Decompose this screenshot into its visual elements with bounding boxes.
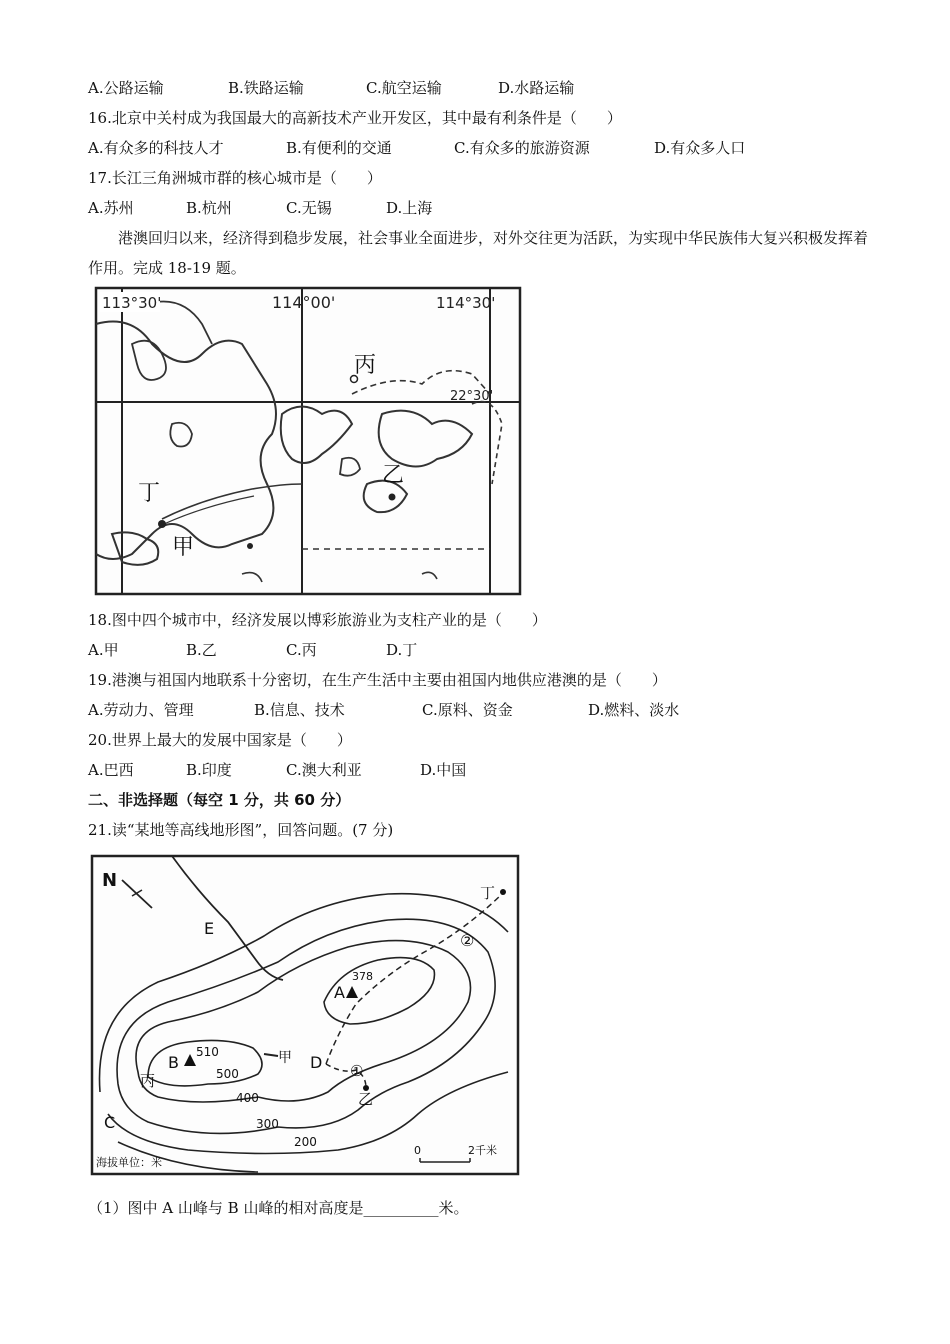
map1-lon-3: 114°30'	[436, 294, 496, 312]
place-ding: 丁	[480, 884, 496, 902]
q17-option-a: A.苏州	[88, 199, 134, 217]
route-marker-1: ①	[350, 1062, 364, 1080]
map1-label-bing: 丙	[354, 353, 377, 378]
contour-label-400: 400	[236, 1091, 259, 1105]
q20-option-c: C.澳大利亚	[286, 761, 362, 779]
q17-option-c: C.无锡	[286, 199, 332, 217]
contour-map	[88, 852, 522, 1178]
q21-sub-1: （1）图中 A 山峰与 B 山峰的相对高度是__________米。	[88, 1199, 469, 1217]
q21-stem: 21.读“某地等高线地形图”，回答问题。(7 分)	[88, 821, 394, 839]
q15-option-c: C.航空运输	[366, 79, 442, 97]
place-jia: 甲	[278, 1050, 292, 1066]
map1-lat: 22°30'	[450, 389, 494, 404]
contour-label-300: 300	[256, 1117, 279, 1131]
elevation-b: 510	[196, 1045, 219, 1059]
point-e: E	[204, 919, 215, 938]
q20-option-a: A.巴西	[88, 761, 134, 779]
route-marker-2: ②	[460, 931, 475, 950]
q19-option-d: D.燃料、淡水	[588, 701, 680, 719]
map1-label-ding: 丁	[138, 481, 161, 506]
q18-stem: 18.图中四个城市中，经济发展以博彩旅游业为支柱产业的是（ ）	[88, 611, 547, 629]
north-label: N	[102, 870, 118, 891]
point-b: B	[168, 1053, 179, 1072]
q19-option-a: A.劳动力、管理	[88, 701, 194, 719]
q19-option-c: C.原料、资金	[422, 701, 513, 719]
point-c: C	[104, 1113, 116, 1132]
map1-lon-1: 113°30'	[102, 294, 162, 312]
q19-option-b: B.信息、技术	[254, 701, 345, 719]
section-2-heading: 二、非选择题（每空 1 分，共 60 分）	[88, 791, 351, 809]
q17-option-d: D.上海	[386, 199, 433, 217]
q18-option-b: B.乙	[186, 641, 217, 659]
contour-map-svg	[88, 852, 522, 1178]
q18-option-c: C.丙	[286, 641, 317, 659]
scale-end: 2千米	[468, 1144, 497, 1157]
q15-option-b: B.铁路运输	[228, 79, 304, 97]
q18-option-a: A.甲	[88, 641, 119, 659]
q16-option-a: A.有众多的科技人才	[88, 139, 224, 157]
q16-option-d: D.有众多人口	[654, 139, 746, 157]
point-a: A	[334, 983, 345, 1002]
q19-stem: 19.港澳与祖国内地联系十分密切，在生产生活中主要由祖国内地供应港澳的是（ ）	[88, 671, 667, 689]
hk-macau-map-svg	[92, 284, 524, 598]
hk-macau-map	[92, 284, 524, 598]
passage-intro: 港澳回归以来，经济得到稳步发展，社会事业全面进步，对外交往更为活跃，为实现中华民族伟大复兴积极发挥着作用。完成 18-19 题。	[88, 229, 869, 277]
q16-option-b: B.有便利的交通	[286, 139, 392, 157]
map1-label-jia: 甲	[172, 535, 195, 560]
q20-option-d: D.中国	[420, 761, 467, 779]
q17-option-b: B.杭州	[186, 199, 232, 217]
point-d: D	[310, 1053, 323, 1072]
q20-stem: 20.世界上最大的发展中国家是（ ）	[88, 731, 352, 749]
map1-lon-2: 114°00'	[272, 293, 336, 312]
q16-stem: 16.北京中关村成为我国最大的高新技术产业开发区，其中最有利条件是（ ）	[88, 109, 622, 127]
q18-option-d: D.丁	[386, 641, 418, 659]
place-bing: 丙	[140, 1072, 156, 1090]
elevation-a: 378	[352, 970, 373, 983]
q16-option-c: C.有众多的旅游资源	[454, 139, 590, 157]
contour-label-200: 200	[294, 1135, 317, 1149]
contour-label-500: 500	[216, 1067, 239, 1081]
q15-option-a: A.公路运输	[88, 79, 164, 97]
q20-option-b: B.印度	[186, 761, 232, 779]
scale-zero: 0	[414, 1144, 421, 1157]
map2-unit: 海拔单位：米	[96, 1156, 162, 1169]
place-yi: 乙	[358, 1090, 374, 1108]
q15-option-d: D.水路运输	[498, 79, 575, 97]
map1-label-yi: 乙	[382, 463, 405, 488]
q17-stem: 17.长江三角洲城市群的核心城市是（ ）	[88, 169, 382, 187]
